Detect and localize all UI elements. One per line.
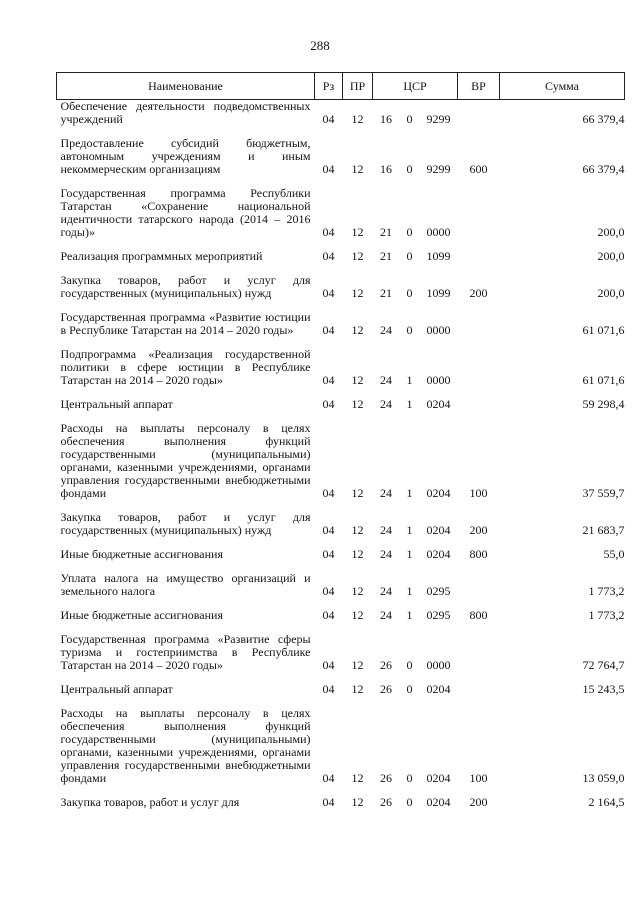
cell-sum: 59 298,4 [582, 397, 625, 411]
table-row [57, 500, 625, 537]
table-row [57, 337, 625, 387]
cell-csr1: 21 [380, 249, 392, 263]
cell-sum: 55,0 [603, 547, 625, 561]
cell-csr2: 1 [406, 373, 413, 387]
cell-csr1: 24 [380, 523, 392, 537]
cell-csr3: 0000 [426, 323, 451, 337]
cell-csr3: 0000 [426, 373, 451, 387]
cell-name: Центральный аппарат [60, 397, 173, 411]
cell-vr: 200 [469, 286, 488, 300]
cell-csr2: 0 [406, 249, 413, 263]
cell-csr1: 16 [380, 112, 392, 126]
table-row [57, 300, 625, 337]
cell-csr2: 0 [406, 771, 413, 785]
cell-pr: 12 [351, 486, 364, 500]
cell-sum: 13 059,0 [582, 771, 625, 785]
cell-csr2: 1 [406, 397, 413, 411]
cell-rz: 04 [322, 249, 335, 263]
cell-rz: 04 [322, 286, 335, 300]
cell-vr: 200 [469, 523, 488, 537]
cell-sum: 66 379,4 [582, 112, 625, 126]
table-row [57, 126, 625, 176]
cell-sum: 72 764,7 [582, 658, 625, 672]
cell-name: Иные бюджетные ассигнования [60, 547, 223, 561]
cell-pr: 12 [351, 547, 364, 561]
cell-csr3: 0000 [426, 225, 451, 239]
cell-vr: 600 [469, 162, 488, 176]
cell-csr3: 0204 [426, 486, 451, 500]
cell-csr1: 26 [380, 682, 392, 696]
cell-sum: 21 683,7 [582, 523, 625, 537]
cell-pr: 12 [351, 225, 364, 239]
cell-csr2: 0 [406, 658, 413, 672]
cell-name: Предоставление субсидий бюджетным, автономным учреждениям и иным некоммерческим организациям [60, 136, 311, 176]
cell-rz: 04 [322, 547, 335, 561]
cell-csr3: 0204 [426, 795, 451, 809]
cell-rz: 04 [322, 373, 335, 387]
cell-vr: 100 [469, 486, 488, 500]
cell-sum: 200,0 [597, 286, 625, 300]
cell-csr1: 24 [380, 608, 392, 622]
table-row [57, 176, 625, 239]
header-vr: ВР [458, 73, 500, 100]
table-row [57, 537, 625, 561]
cell-rz: 04 [322, 397, 335, 411]
cell-csr1: 16 [380, 162, 392, 176]
cell-csr1: 24 [380, 584, 392, 598]
cell-csr3: 9299 [426, 162, 451, 176]
cell-csr2: 0 [406, 286, 413, 300]
cell-vr: 200 [469, 795, 488, 809]
cell-csr1: 24 [380, 547, 392, 561]
cell-pr: 12 [351, 771, 364, 785]
cell-sum: 15 243,5 [582, 682, 625, 696]
cell-csr2: 0 [406, 162, 413, 176]
table-row [57, 696, 625, 785]
header-rz: Рз [315, 73, 343, 100]
table-row [57, 263, 625, 300]
table-row [57, 411, 625, 500]
cell-rz: 04 [322, 658, 335, 672]
cell-pr: 12 [351, 608, 364, 622]
cell-sum: 66 379,4 [582, 162, 625, 176]
cell-name: Государственная программа «Развитие сферы туризма и гостеприимства в Республике Татарстан на 2014 – 2020 годы» [60, 632, 311, 672]
cell-csr2: 0 [406, 682, 413, 696]
cell-rz: 04 [322, 771, 335, 785]
table-row [57, 387, 625, 411]
cell-csr1: 24 [380, 323, 392, 337]
cell-sum: 37 559,7 [582, 486, 625, 500]
cell-name: Закупка товаров, работ и услуг для [60, 795, 240, 809]
cell-sum: 61 071,6 [582, 323, 625, 337]
cell-csr2: 0 [406, 112, 413, 126]
header-name: Наименование [57, 73, 315, 100]
cell-pr: 12 [351, 112, 364, 126]
cell-pr: 12 [351, 584, 364, 598]
cell-name: Государственная программа Республики Татарстан «Сохранение национальной идентичности татарского народа (2014 – 2016 годы)» [60, 186, 311, 239]
cell-name: Центральный аппарат [60, 682, 173, 696]
cell-pr: 12 [351, 523, 364, 537]
cell-csr2: 0 [406, 323, 413, 337]
cell-pr: 12 [351, 162, 364, 176]
cell-csr3: 0204 [426, 682, 451, 696]
header-csr: ЦСР [373, 73, 458, 100]
cell-csr1: 21 [380, 225, 392, 239]
cell-vr [458, 239, 500, 263]
cell-rz: 04 [322, 608, 335, 622]
cell-name: Государственная программа «Развитие юстиции в Республике Татарстан на 2014 – 2020 годы» [60, 310, 311, 337]
cell-sum: 1 773,2 [588, 584, 625, 598]
cell-csr3: 0295 [426, 608, 451, 622]
cell-rz: 04 [322, 112, 335, 126]
cell-rz: 04 [322, 486, 335, 500]
budget-table [56, 72, 625, 809]
cell-csr3: 9299 [426, 112, 451, 126]
cell-csr1: 24 [380, 486, 392, 500]
cell-csr2: 1 [406, 584, 413, 598]
table-row [57, 100, 625, 127]
cell-name: Расходы на выплаты персоналу в целях обеспечения выполнения функций государственными (муниципальными) органами, казенными учреждениями, органами управления государственными внебюджетными фондами [60, 421, 311, 500]
cell-csr3: 1099 [426, 249, 451, 263]
table-body [57, 100, 625, 810]
cell-pr: 12 [351, 286, 364, 300]
cell-vr [458, 387, 500, 411]
table-row [57, 239, 625, 263]
cell-pr: 12 [351, 795, 364, 809]
table-header-row [57, 73, 625, 100]
table-row [57, 561, 625, 598]
cell-rz: 04 [322, 584, 335, 598]
cell-csr2: 1 [406, 608, 413, 622]
cell-pr: 12 [351, 658, 364, 672]
cell-csr1: 26 [380, 658, 392, 672]
cell-csr1: 26 [380, 795, 392, 809]
table-row [57, 622, 625, 672]
cell-name: Расходы на выплаты персоналу в целях обеспечения выполнения функций государственными (муниципальными) органами, казенными учреждениями, органами управления государственными внебюджетными фондами [60, 706, 311, 785]
cell-csr1: 21 [380, 286, 392, 300]
cell-vr: 800 [469, 608, 488, 622]
cell-sum: 1 773,2 [588, 608, 625, 622]
cell-csr2: 1 [406, 523, 413, 537]
cell-name: Закупка товаров, работ и услуг для государственных (муниципальных) нужд [60, 273, 311, 300]
cell-sum: 2 164,5 [588, 795, 625, 809]
cell-csr1: 24 [380, 397, 392, 411]
cell-name: Реализация программных мероприятий [60, 249, 263, 263]
cell-vr [458, 337, 500, 387]
cell-name: Иные бюджетные ассигнования [60, 608, 223, 622]
cell-vr [458, 300, 500, 337]
cell-pr: 12 [351, 682, 364, 696]
cell-name: Обеспечение деятельности подведомственных учреждений [60, 99, 311, 126]
cell-csr3: 1099 [426, 286, 451, 300]
cell-vr [458, 672, 500, 696]
cell-csr2: 0 [406, 795, 413, 809]
cell-csr3: 0000 [426, 658, 451, 672]
cell-pr: 12 [351, 373, 364, 387]
cell-csr3: 0204 [426, 771, 451, 785]
cell-sum: 200,0 [597, 249, 625, 263]
cell-csr3: 0204 [426, 523, 451, 537]
cell-rz: 04 [322, 795, 335, 809]
cell-csr1: 24 [380, 373, 392, 387]
cell-csr2: 1 [406, 547, 413, 561]
cell-csr2: 0 [406, 225, 413, 239]
cell-pr: 12 [351, 397, 364, 411]
cell-name: Уплата налога на имущество организаций и земельного налога [60, 571, 311, 598]
cell-rz: 04 [322, 682, 335, 696]
table-row [57, 672, 625, 696]
table-row [57, 598, 625, 622]
cell-csr3: 0204 [426, 397, 451, 411]
cell-pr: 12 [351, 249, 364, 263]
cell-sum: 61 071,6 [582, 373, 625, 387]
header-sum: Сумма [500, 73, 625, 100]
cell-rz: 04 [322, 523, 335, 537]
page-number: 288 [310, 38, 330, 53]
cell-csr3: 0204 [426, 547, 451, 561]
cell-pr: 12 [351, 323, 364, 337]
cell-sum: 200,0 [597, 225, 625, 239]
cell-vr: 100 [469, 771, 488, 785]
cell-rz: 04 [322, 323, 335, 337]
cell-csr2: 1 [406, 486, 413, 500]
cell-name: Закупка товаров, работ и услуг для государственных (муниципальных) нужд [60, 510, 311, 537]
cell-rz: 04 [322, 162, 335, 176]
cell-csr1: 26 [380, 771, 392, 785]
cell-vr: 800 [469, 547, 488, 561]
cell-vr [458, 176, 500, 239]
cell-vr [458, 100, 500, 127]
cell-csr3: 0295 [426, 584, 451, 598]
cell-vr [458, 561, 500, 598]
cell-rz: 04 [322, 225, 335, 239]
header-pr: ПР [343, 73, 373, 100]
cell-vr [458, 622, 500, 672]
cell-name: Подпрограмма «Реализация государственной политики в сфере юстиции в Республике Татарстан на 2014 – 2020 годы» [60, 347, 311, 387]
table-row [57, 785, 625, 809]
